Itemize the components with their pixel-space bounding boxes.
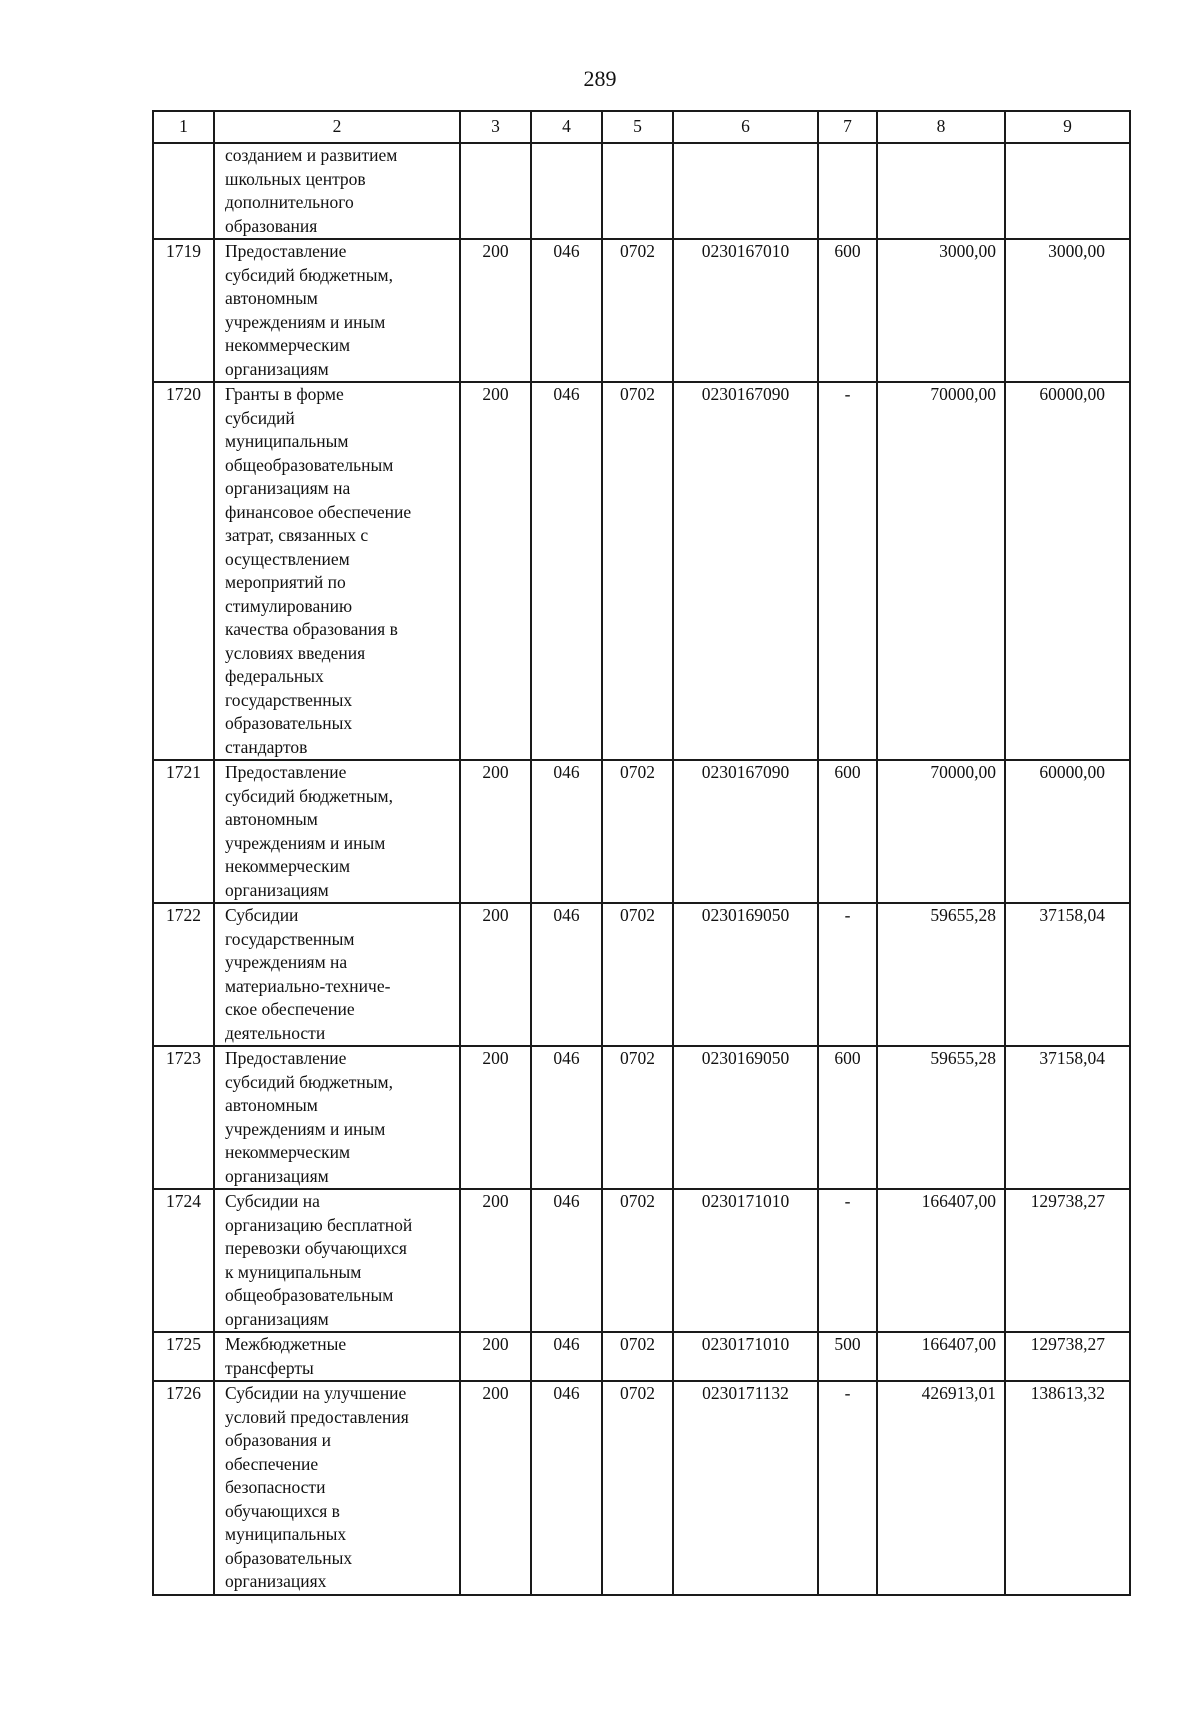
row-number-cell — [153, 143, 214, 239]
description-line: организациям на — [225, 478, 351, 498]
column-5-cell: 0702 — [602, 1381, 673, 1595]
amount-2-cell: 60000,00 — [1005, 760, 1130, 903]
column-number: 3 — [460, 111, 531, 143]
page-number: 289 — [583, 66, 617, 91]
amount-2-cell: 129738,27 — [1005, 1189, 1130, 1332]
description-line: организацию бесплатной — [225, 1214, 413, 1235]
description-line: Межбюджетные — [225, 1334, 347, 1354]
description-line: обучающихся в — [225, 1500, 340, 1521]
code-cell: 0230167010 — [673, 239, 818, 382]
description-line: образования — [225, 215, 318, 236]
description-line: муниципальным — [225, 431, 349, 451]
code-cell: 0230171010 — [673, 1332, 818, 1381]
description-line: учреждениям и иным — [225, 311, 386, 332]
code-cell: 0230171132 — [673, 1381, 818, 1595]
column-number: 9 — [1005, 111, 1130, 143]
code-cell: 0230171010 — [673, 1189, 818, 1332]
budget-table — [152, 110, 1131, 1596]
amount-1-cell — [877, 143, 1005, 239]
column-3-cell: 200 — [460, 760, 531, 903]
table-row — [153, 760, 1130, 903]
description-line: организациям — [225, 1165, 329, 1186]
table-body — [153, 111, 1130, 1595]
description-cell — [214, 382, 460, 760]
description-line: условий предоставления — [225, 1406, 409, 1427]
column-3-cell: 200 — [460, 239, 531, 382]
description-line: трансферты — [225, 1357, 314, 1378]
description-line: стандартов — [225, 736, 308, 757]
column-3-cell: 200 — [460, 382, 531, 760]
description-line: качества образования в — [225, 619, 398, 639]
column-3-cell: 200 — [460, 1381, 531, 1595]
row-number-cell: 1722 — [153, 903, 214, 1046]
description-line: федеральных — [225, 666, 324, 686]
column-4-cell — [531, 143, 602, 239]
description-line: некоммерческим — [225, 1142, 351, 1162]
description-line: муниципальных — [225, 1524, 347, 1544]
description-line: организациям — [225, 879, 329, 900]
amount-2-cell: 138613,32 — [1005, 1381, 1130, 1595]
description-line: мероприятий по — [225, 572, 346, 592]
amount-1-cell: 59655,28 — [877, 903, 1005, 1046]
description-line: организациям — [225, 1308, 329, 1329]
amount-1-cell: 166407,00 — [877, 1189, 1005, 1332]
description-line: автономным — [225, 1095, 318, 1115]
description-cell — [214, 1189, 460, 1332]
description-line: деятельности — [225, 1022, 326, 1043]
code-cell: 0230167090 — [673, 382, 818, 760]
description-line: автономным — [225, 288, 318, 308]
column-number: 1 — [153, 111, 214, 143]
description-cell — [214, 1381, 460, 1595]
description-line: субсидий — [225, 407, 295, 428]
column-number: 8 — [877, 111, 1005, 143]
description-line: учреждениям и иным — [225, 832, 386, 853]
description-line: учреждениям и иным — [225, 1118, 386, 1139]
column-number: 2 — [214, 111, 460, 143]
description-cell — [214, 1046, 460, 1189]
code-cell: 0230169050 — [673, 1046, 818, 1189]
description-line: Гранты в форме — [225, 384, 344, 404]
description-line: некоммерческим — [225, 856, 351, 876]
amount-2-cell: 37158,04 — [1005, 1046, 1130, 1189]
code-cell: 0230167090 — [673, 760, 818, 903]
type-cell — [818, 143, 877, 239]
type-cell: - — [818, 1381, 877, 1595]
description-line: затрат, связанных с — [225, 525, 369, 545]
column-3-cell — [460, 143, 531, 239]
column-4-cell: 046 — [531, 1332, 602, 1381]
description-line: условиях введения — [225, 642, 366, 663]
description-line: Субсидии на — [225, 1191, 320, 1211]
type-cell: 500 — [818, 1332, 877, 1381]
description-line: образовательных — [225, 713, 353, 733]
description-line: государственным — [225, 928, 355, 949]
code-cell: 0230169050 — [673, 903, 818, 1046]
column-number: 7 — [818, 111, 877, 143]
description-line: созданием и развитием — [225, 145, 398, 165]
type-cell: 600 — [818, 760, 877, 903]
amount-1-cell: 70000,00 — [877, 382, 1005, 760]
table-row — [153, 1332, 1130, 1381]
description-line: к муниципальным — [225, 1261, 362, 1282]
column-5-cell: 0702 — [602, 382, 673, 760]
description-line: автономным — [225, 809, 318, 829]
amount-1-cell: 426913,01 — [877, 1381, 1005, 1595]
description-line: субсидий бюджетным, — [225, 785, 393, 806]
table-row — [153, 1189, 1130, 1332]
type-cell: - — [818, 1189, 877, 1332]
column-3-cell: 200 — [460, 903, 531, 1046]
table-row — [153, 239, 1130, 382]
column-5-cell: 0702 — [602, 903, 673, 1046]
column-4-cell: 046 — [531, 1381, 602, 1595]
description-line: безопасности — [225, 1477, 326, 1497]
column-number: 5 — [602, 111, 673, 143]
description-line: некоммерческим — [225, 335, 351, 355]
column-4-cell: 046 — [531, 760, 602, 903]
type-cell: 600 — [818, 1046, 877, 1189]
column-3-cell: 200 — [460, 1332, 531, 1381]
table-row — [153, 1046, 1130, 1189]
amount-2-cell — [1005, 143, 1130, 239]
description-line: финансовое обеспечение — [225, 501, 412, 522]
description-line: Предоставление — [225, 241, 347, 261]
description-line: обеспечение — [225, 1453, 319, 1474]
amount-2-cell: 129738,27 — [1005, 1332, 1130, 1381]
column-5-cell: 0702 — [602, 239, 673, 382]
description-line: стимулированию — [225, 595, 353, 616]
description-line: организациям — [225, 358, 329, 379]
row-number-cell: 1720 — [153, 382, 214, 760]
description-line: школьных центров — [225, 168, 366, 189]
amount-2-cell: 37158,04 — [1005, 903, 1130, 1046]
column-4-cell: 046 — [531, 1046, 602, 1189]
description-line: общеобразовательным — [225, 1285, 394, 1305]
column-number: 4 — [531, 111, 602, 143]
amount-2-cell: 60000,00 — [1005, 382, 1130, 760]
description-line: образовательных — [225, 1547, 353, 1568]
description-line: учреждениям на — [225, 952, 348, 972]
row-number-cell: 1719 — [153, 239, 214, 382]
description-line: Субсидии — [225, 905, 299, 925]
amount-1-cell: 3000,00 — [877, 239, 1005, 382]
column-4-cell: 046 — [531, 239, 602, 382]
description-line: общеобразовательным — [225, 454, 394, 475]
row-number-cell: 1725 — [153, 1332, 214, 1381]
description-cell — [214, 143, 460, 239]
description-cell — [214, 903, 460, 1046]
column-5-cell: 0702 — [602, 1046, 673, 1189]
column-5-cell — [602, 143, 673, 239]
column-4-cell: 046 — [531, 1189, 602, 1332]
description-line: образования и — [225, 1430, 332, 1450]
description-cell — [214, 239, 460, 382]
description-line: перевозки обучающихся — [225, 1238, 407, 1258]
description-line: государственных — [225, 689, 353, 710]
description-cell — [214, 1332, 460, 1381]
description-line: Предоставление — [225, 762, 347, 782]
column-4-cell: 046 — [531, 382, 602, 760]
description-line: ское обеспечение — [225, 999, 355, 1019]
column-5-cell: 0702 — [602, 760, 673, 903]
column-number: 6 — [673, 111, 818, 143]
description-line: дополнительного — [225, 192, 354, 212]
amount-1-cell: 166407,00 — [877, 1332, 1005, 1381]
table-row — [153, 903, 1130, 1046]
description-line: организациях — [225, 1571, 327, 1591]
table-row — [153, 1381, 1130, 1595]
row-number-cell: 1723 — [153, 1046, 214, 1189]
description-line: материально-техниче- — [225, 975, 391, 996]
description-line: Субсидии на улучшение — [225, 1383, 407, 1403]
column-3-cell: 200 — [460, 1189, 531, 1332]
amount-2-cell: 3000,00 — [1005, 239, 1130, 382]
column-number-row — [153, 111, 1130, 143]
type-cell: 600 — [818, 239, 877, 382]
type-cell: - — [818, 903, 877, 1046]
description-cell — [214, 760, 460, 903]
description-line: субсидий бюджетным, — [225, 264, 393, 285]
table-row — [153, 382, 1130, 760]
table-row — [153, 143, 1130, 239]
column-5-cell: 0702 — [602, 1189, 673, 1332]
code-cell — [673, 143, 818, 239]
column-5-cell: 0702 — [602, 1332, 673, 1381]
amount-1-cell: 70000,00 — [877, 760, 1005, 903]
amount-1-cell: 59655,28 — [877, 1046, 1005, 1189]
column-3-cell: 200 — [460, 1046, 531, 1189]
description-line: субсидий бюджетным, — [225, 1071, 393, 1092]
description-line: Предоставление — [225, 1048, 347, 1068]
row-number-cell: 1726 — [153, 1381, 214, 1595]
description-line: осуществлением — [225, 548, 350, 569]
row-number-cell: 1724 — [153, 1189, 214, 1332]
column-4-cell: 046 — [531, 903, 602, 1046]
row-number-cell: 1721 — [153, 760, 214, 903]
type-cell: - — [818, 382, 877, 760]
